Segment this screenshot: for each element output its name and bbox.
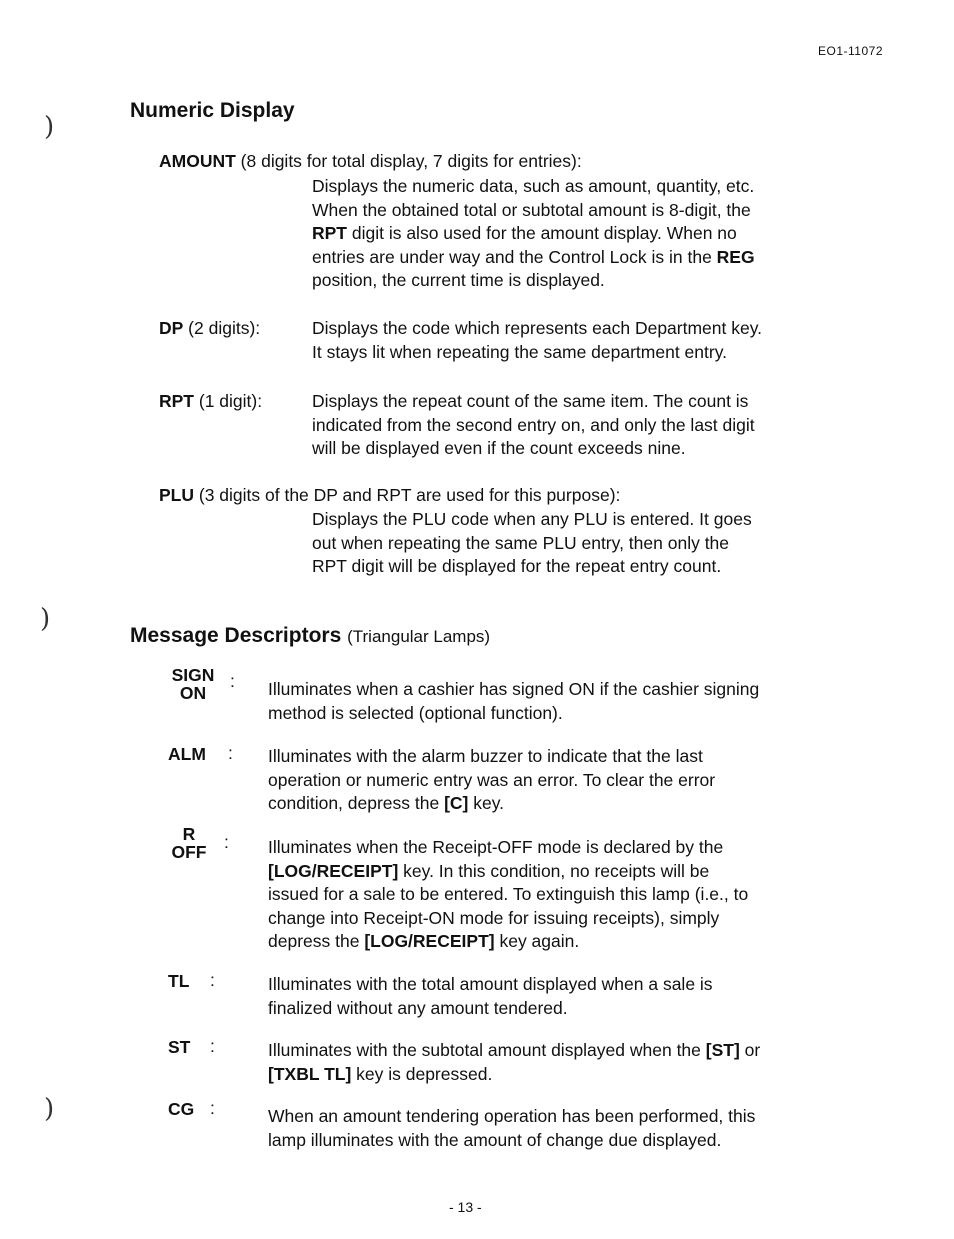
text-line: Displays the repeat count of the same item. The count is [312, 391, 749, 411]
text-line: Displays the numeric data, such as amount, quantity, etc. [312, 176, 755, 196]
text-line: When the obtained total or subtotal amount is 8-digit, the [312, 199, 751, 220]
section-title-numeric-display: Numeric Display [130, 99, 295, 122]
text-line: change into Receipt-ON mode for issuing receipts), simply [268, 907, 720, 928]
text-line [268, 1039, 834, 1063]
lamp-label-tl: TL [168, 971, 190, 991]
text-line: method is selected (optional function). [268, 702, 563, 723]
text-fragment: key is depressed. [351, 1063, 493, 1084]
section-title: Message Descriptors [130, 624, 342, 647]
margin-mark: ) [44, 112, 55, 142]
lamp-label-cg: CG [168, 1099, 195, 1119]
rpt-heading [159, 390, 262, 414]
text-line: Illuminates when the Receipt-OFF mode is declared by the [268, 837, 724, 857]
label-line: SIGN [171, 665, 215, 685]
text-line: RPT digit will be displayed for the repeat entry count. [312, 556, 722, 576]
key-name: [C] [444, 793, 469, 813]
amount-heading [159, 150, 582, 174]
amount-description [312, 175, 832, 293]
sign-on-description [268, 678, 834, 725]
bold-term: REG [716, 246, 755, 267]
rpt-label: RPT [159, 391, 194, 411]
key-name: [ST] [705, 1040, 740, 1060]
lamp-label-sign-on [168, 666, 218, 702]
text-fragment: depress the [268, 931, 365, 951]
amount-label-detail: (8 digits for total display, 7 digits for entries): [235, 151, 582, 171]
colon: : [230, 671, 235, 691]
text-line: Illuminates with the total amount displayed when a sale is [268, 974, 713, 994]
text-line: It stays lit when repeating the same department entry. [312, 341, 728, 362]
text-line: issued for a sale to be entered. To extinguish this lamp (i.e., to [268, 884, 749, 904]
colon: : [228, 743, 233, 763]
section-title-message-descriptors [130, 624, 490, 648]
lamp-label-st: ST [168, 1037, 191, 1057]
tl-description [268, 973, 830, 1020]
margin-mark: ) [40, 604, 51, 634]
plu-label: PLU [159, 485, 194, 505]
text-line [312, 222, 832, 246]
lamp-label-r-off [166, 825, 212, 861]
alm-description [268, 745, 830, 816]
colon: : [210, 1098, 215, 1118]
plu-description [312, 508, 832, 579]
text-fragment: or [739, 1040, 761, 1060]
page-number: - 13 - [449, 1199, 482, 1215]
key-name: [TXBL TL] [268, 1063, 352, 1084]
st-description [268, 1039, 834, 1086]
text-fragment: key. In this condition, no receipts will be [398, 860, 710, 881]
text-line: operation or numeric entry was an error. To clear the error [268, 769, 716, 790]
label-line: R [182, 824, 196, 844]
text-line: Displays the code which represents each Department key. [312, 318, 763, 338]
label-line: OFF [171, 842, 207, 862]
dp-label-detail: (2 digits): [183, 318, 261, 338]
text-line: out when repeating the same PLU entry, then only the [312, 532, 730, 553]
text-line [312, 246, 832, 270]
text-line: finalized without any amount tendered. [268, 997, 568, 1018]
amount-label: AMOUNT [159, 151, 236, 171]
dp-label: DP [159, 318, 184, 338]
cg-description [268, 1105, 834, 1152]
dp-heading [159, 317, 260, 341]
rpt-description [312, 390, 832, 461]
colon: : [210, 1036, 215, 1056]
text-fragment: Illuminates with the subtotal amount displayed when the [268, 1040, 706, 1060]
text-line [268, 792, 830, 816]
r-off-description [268, 836, 830, 954]
bold-term: RPT [312, 223, 347, 243]
text-line: position, the current time is displayed. [312, 270, 605, 290]
text-fragment: entries are under way and the Control Lock is in the [312, 246, 717, 267]
text-fragment: key. [468, 793, 505, 813]
plu-label-detail: (3 digits of the DP and RPT are used for this purpose): [194, 485, 621, 505]
label-line: ON [179, 683, 207, 703]
rpt-label-detail: (1 digit): [194, 391, 263, 411]
text-fragment: digit is also used for the amount display. When no [347, 223, 737, 243]
margin-mark: ) [44, 1094, 55, 1124]
text-fragment: key again. [494, 931, 580, 951]
text-line: lamp illuminates with the amount of change due displayed. [268, 1129, 722, 1150]
text-line: indicated from the second entry on, and only the last digit [312, 414, 755, 435]
text-fragment: condition, depress the [268, 793, 445, 813]
text-line: will be displayed even if the count exceeds nine. [312, 438, 686, 458]
text-line [268, 860, 830, 884]
lamp-label-alm: ALM [168, 744, 206, 764]
document-id: EO1-11072 [818, 44, 883, 58]
colon: : [224, 832, 229, 852]
colon: : [210, 970, 215, 990]
key-name: [LOG/RECEIPT] [268, 860, 399, 881]
dp-description [312, 317, 836, 364]
text-line: Illuminates with the alarm buzzer to indicate that the last [268, 746, 703, 766]
text-line [268, 1063, 834, 1087]
text-line: Illuminates when a cashier has signed ON if the cashier signing [268, 679, 760, 699]
section-subtitle: (Triangular Lamps) [347, 627, 491, 646]
text-line [268, 930, 830, 954]
text-line: Displays the PLU code when any PLU is entered. It goes [312, 509, 752, 529]
key-name: [LOG/RECEIPT] [364, 931, 495, 951]
text-line: When an amount tendering operation has been performed, this [268, 1106, 756, 1126]
plu-heading [159, 484, 620, 508]
